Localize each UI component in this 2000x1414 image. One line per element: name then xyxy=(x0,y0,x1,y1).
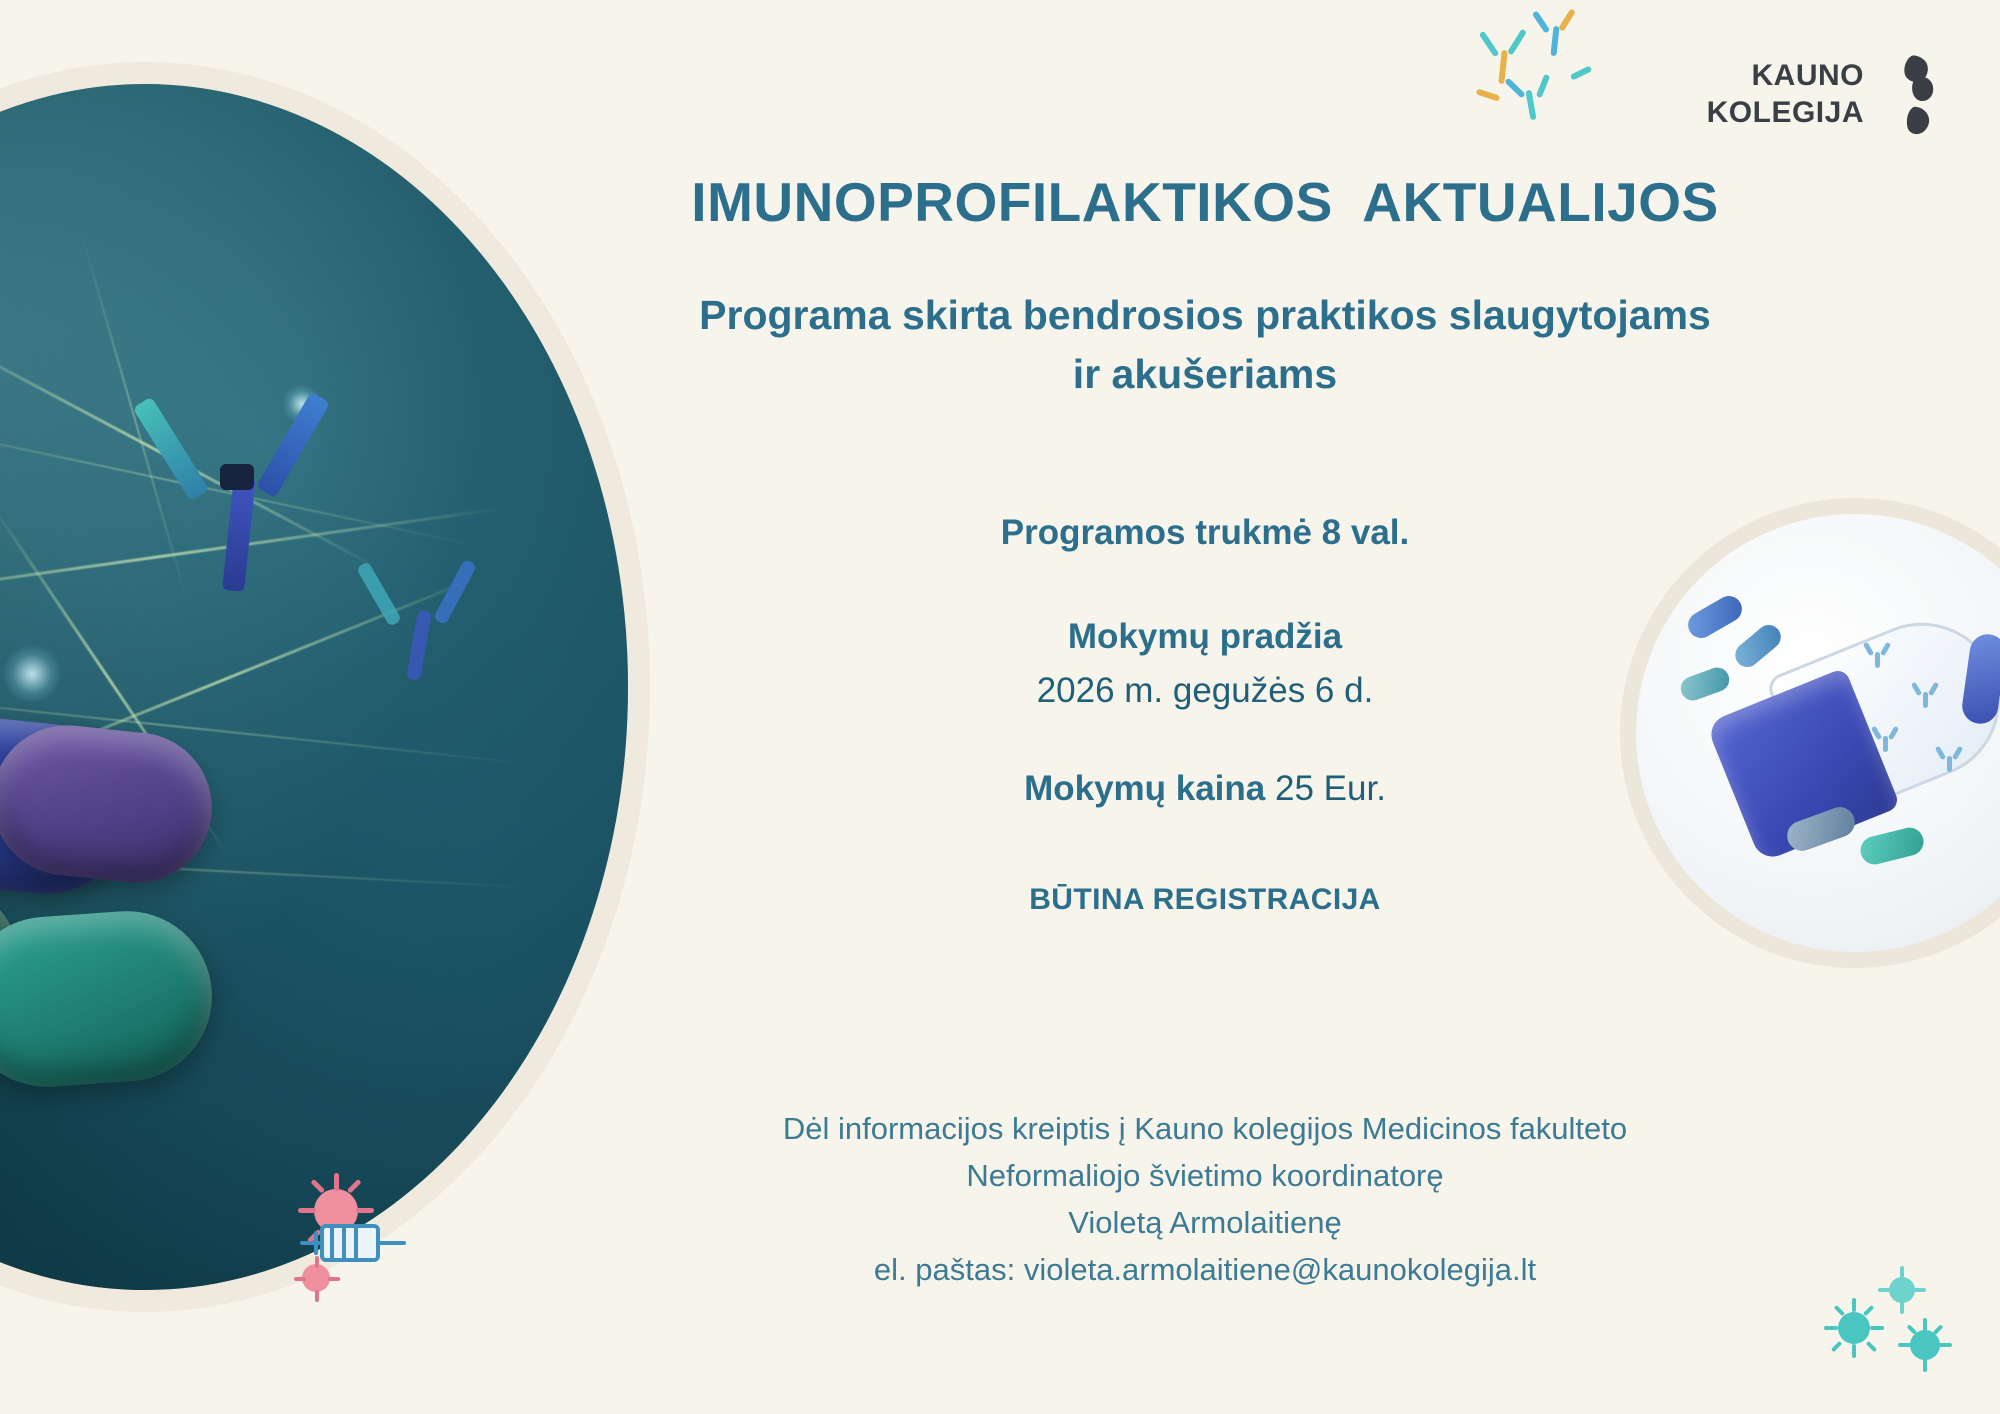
logo-line-2: KOLEGIJA xyxy=(1706,96,1864,129)
poster-subtitle xyxy=(560,286,1850,405)
start-label: Mokymų pradžia xyxy=(1067,616,1343,656)
contact-line-3: Violetą Armolaitienę xyxy=(1068,1205,1342,1241)
price-label: Mokymų kaina xyxy=(1024,768,1266,808)
price-value: 25 Eur. xyxy=(1275,768,1386,808)
virus-doodle-icon-5 xyxy=(1900,1320,1950,1370)
subtitle-line-1: Programa skirta bendrosios praktikos slaugytojams xyxy=(699,292,1711,338)
price-row xyxy=(560,769,1850,809)
antibody-shape-icon xyxy=(142,384,342,594)
mini-pill xyxy=(1858,825,1927,868)
logo-line-1: KAUNO xyxy=(1751,59,1864,93)
left-image-frame xyxy=(0,62,650,1312)
virus-doodle-icon-4 xyxy=(1880,1268,1924,1312)
subtitle-line-2: ir akušeriams xyxy=(1072,351,1338,398)
mini-antibody-icon xyxy=(1864,642,1890,668)
capsules-molecules-illustration xyxy=(0,84,628,1290)
contact-line-2: Neformaliojo švietimo koordinatorę xyxy=(966,1158,1444,1194)
antibody-shape-small-icon xyxy=(362,554,482,684)
program-duration: Programos trukmė 8 val. xyxy=(1000,512,1410,552)
contact-email: el. paštas: violeta.armolaitiene@kaunokolegija.lt xyxy=(873,1252,1537,1288)
page-title: IMUNOPROFILAKTIKOS AKTUALIJOS xyxy=(691,171,1719,233)
contact-line-1: Dėl informacijos kreiptis į Kauno kolegijos Medicinos fakulteto xyxy=(782,1111,1628,1146)
poster-content xyxy=(560,0,1850,1414)
registration-notice: BŪTINA REGISTRACIJA xyxy=(1029,882,1381,916)
mini-antibody-icon xyxy=(1936,746,1962,772)
start-date: 2026 m. gegužės 6 d. xyxy=(1036,670,1374,710)
contact-info xyxy=(560,1105,1850,1293)
mini-antibody-icon xyxy=(1872,726,1898,752)
art-haze xyxy=(0,84,628,1290)
mini-antibody-icon xyxy=(1912,682,1938,708)
virus-doodle-icon-3 xyxy=(1826,1300,1882,1356)
kauno-kolegija-logo-mark xyxy=(1882,52,1948,138)
syringe-icon xyxy=(292,1200,422,1300)
